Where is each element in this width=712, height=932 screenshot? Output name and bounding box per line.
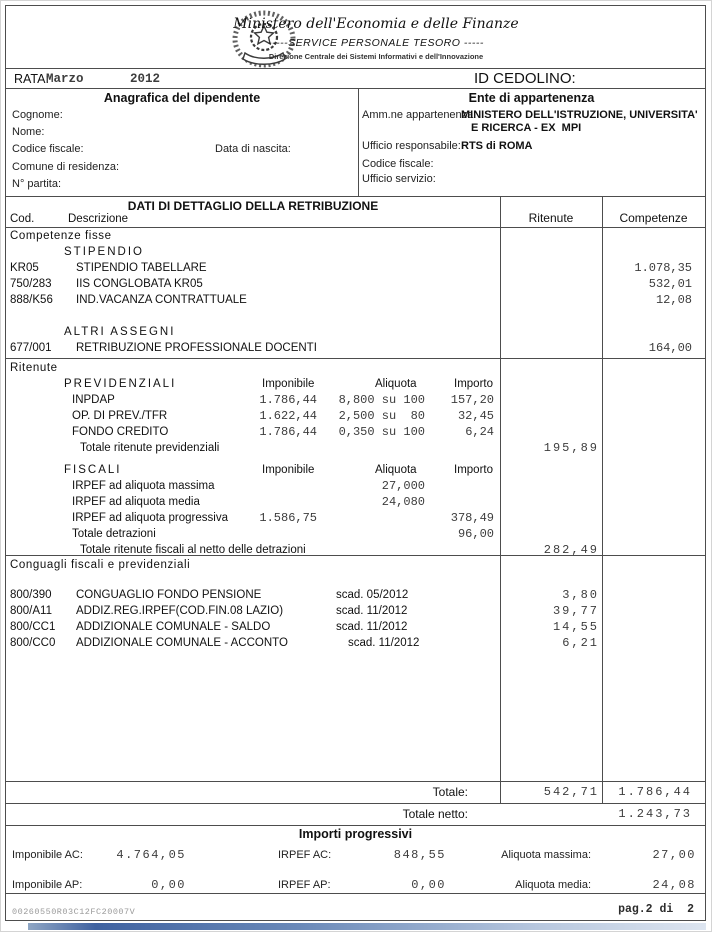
- total-ritenute-amount: 195,89: [543, 441, 599, 455]
- scan-edge-artifact: [28, 923, 706, 930]
- divider: [6, 227, 705, 228]
- divider: [6, 358, 705, 359]
- ente-title: Ente di appartenenza: [468, 91, 595, 105]
- table-row: [6, 604, 705, 619]
- nome-label: Nome:: [12, 126, 45, 138]
- divider: [6, 88, 705, 89]
- row-scadenza: scad. 11/2012: [348, 637, 420, 649]
- row-code: 677/001: [10, 342, 52, 354]
- amministrazione-value-line2: E RICERCA - EX MPI: [471, 122, 582, 134]
- imponibile-ac-value: 4.764,05: [116, 848, 186, 862]
- totale-label: Totale:: [432, 785, 468, 799]
- aliquota-massima-label: Aliquota massima:: [501, 849, 591, 861]
- row-description: CONGUAGLIO FONDO PENSIONE: [76, 589, 262, 601]
- rata-label: RATA:: [14, 72, 49, 86]
- row-code: 800/CC0: [10, 637, 56, 649]
- section-label-text: Conguagli fiscali e previdenziali: [10, 559, 191, 571]
- group-header-altri-assegni: ALTRI ASSEGNI: [64, 326, 176, 338]
- row-competenze-amount: 164,00: [648, 341, 692, 355]
- row-description: RETRIBUZIONE PROFESSIONALE DOCENTI: [76, 342, 317, 354]
- total-row: [6, 441, 705, 456]
- section-label-ritenute: [6, 361, 705, 376]
- row-ritenute-amount: 14,55: [552, 620, 599, 634]
- row-aliquota: 8,800 su 100: [338, 393, 425, 407]
- row-ritenute-amount: 3,80: [562, 588, 599, 602]
- row-code: 800/CC1: [10, 621, 56, 633]
- table-row: [6, 261, 705, 276]
- row-description: FONDO CREDITO: [72, 426, 169, 438]
- group-header-previdenziali: PREVIDENZIALI: [64, 378, 177, 390]
- column-header-aliquota: Aliquota: [375, 464, 417, 476]
- imponibile-ac-label: Imponibile AC:: [12, 849, 83, 861]
- row-description: IRPEF ad aliquota massima: [72, 480, 215, 492]
- direction-subtitle: Direzione Centrale dei Sistemi Informativi e dell'Innovazione: [268, 52, 484, 61]
- row-aliquota: 0,350 su 100: [338, 425, 425, 439]
- row-description: OP. DI PREV./TFR: [72, 410, 168, 422]
- column-header-importo: Importo: [454, 378, 493, 390]
- row-description: IIS CONGLOBATA KR05: [76, 278, 203, 290]
- divider: [6, 68, 705, 69]
- group-header-row: [6, 325, 705, 340]
- cognome-label: Cognome:: [12, 109, 63, 121]
- table-row: [6, 511, 705, 526]
- totale-competenze-value: 1.786,44: [618, 785, 692, 799]
- row-code: 800/390: [10, 589, 52, 601]
- previdenziali-header-row: [6, 377, 705, 392]
- ministry-title: Ministero dell'Economia e delle Finanze: [233, 16, 519, 32]
- table-row: [6, 425, 705, 440]
- row-description: IRPEF ad aliquota progressiva: [72, 512, 228, 524]
- row-competenze-amount: 532,01: [648, 277, 692, 291]
- row-description: STIPENDIO TABELLARE: [76, 262, 207, 274]
- group-header-row: [6, 245, 705, 260]
- progressivi-row: [6, 848, 705, 863]
- section-label-conguagli: [6, 558, 705, 573]
- group-header-stipendio: STIPENDIO: [64, 246, 144, 258]
- row-code: 888/K56: [10, 294, 53, 306]
- irpef-ac-label: IRPEF AC:: [278, 849, 332, 861]
- total-label: Totale ritenute previdenziali: [80, 442, 220, 454]
- divider: [6, 893, 705, 894]
- row-ritenute-amount: 6,21: [562, 636, 599, 650]
- table-row: [6, 495, 705, 510]
- table-row: [6, 527, 705, 542]
- table-row: [6, 293, 705, 308]
- ente-codice-fiscale-label: Codice fiscale:: [362, 158, 434, 170]
- amministrazione-label: Amm.ne appartenenza:: [362, 109, 477, 121]
- totale-netto-value: 1.243,73: [618, 807, 692, 821]
- column-header-aliquota: Aliquota: [375, 378, 417, 390]
- row-competenze-amount: 1.078,35: [634, 261, 692, 275]
- imponibile-ap-label: Imponibile AP:: [12, 879, 83, 891]
- column-header-competenze: Competenze: [619, 211, 688, 225]
- table-title: DATI DI DETTAGLIO DELLA RETRIBUZIONE: [127, 199, 379, 213]
- anagrafica-title: Anagrafica del dipendente: [103, 91, 261, 105]
- row-code: 800/A11: [10, 605, 52, 617]
- section-label-competenze-fisse: Competenze fisse: [10, 230, 112, 242]
- service-subtitle: -----SERVICE PERSONALE TESORO -----: [268, 37, 484, 49]
- section-label-text: Ritenute: [10, 362, 58, 374]
- column-header-descrizione: Descrizione: [68, 213, 129, 225]
- table-row: [6, 277, 705, 292]
- ufficio-responsabile-value: RTS di ROMA: [461, 140, 533, 152]
- total-ritenute-amount: 282,49: [543, 543, 599, 557]
- ufficio-servizio-label: Ufficio servizio:: [362, 173, 436, 185]
- document-code: 00260550R03C12FC20007V: [12, 907, 136, 917]
- row-description: INPDAP: [72, 394, 115, 406]
- irpef-ap-label: IRPEF AP:: [278, 879, 331, 891]
- table-row: [6, 393, 705, 408]
- row-description: ADDIZIONALE COMUNALE - ACCONTO: [76, 637, 288, 649]
- column-header-imponibile: Imponibile: [262, 378, 315, 390]
- rata-month: Marzo: [46, 72, 84, 86]
- row-scadenza: scad. 11/2012: [336, 621, 408, 633]
- divider: [6, 803, 705, 804]
- row-imponibile: 1.786,44: [259, 425, 317, 439]
- comune-residenza-label: Comune di residenza:: [12, 161, 120, 173]
- table-row: [6, 620, 705, 635]
- row-importo: 32,45: [457, 409, 494, 423]
- progressivi-title: Importi progressivi: [298, 827, 413, 841]
- row-importo: 96,00: [457, 527, 494, 541]
- divider: [6, 825, 705, 826]
- ufficio-responsabile-label: Ufficio responsabile:: [362, 140, 461, 152]
- row-description: Totale detrazioni: [72, 528, 156, 540]
- column-header-ritenute: Ritenute: [528, 211, 574, 225]
- amministrazione-value-line1: MINISTERO DELL'ISTRUZIONE, UNIVERSITA': [461, 109, 698, 121]
- row-description: ADDIZ.REG.IRPEF(COD.FIN.08 LAZIO): [76, 605, 284, 617]
- table-row: [6, 588, 705, 603]
- column-header-cod: Cod.: [10, 213, 35, 225]
- irpef-ac-value: 848,55: [393, 848, 446, 862]
- aliquota-massima-value: 27,00: [652, 848, 696, 862]
- row-importo: 157,20: [450, 393, 494, 407]
- divider: [6, 196, 705, 197]
- data-nascita-label: Data di nascita:: [215, 143, 291, 155]
- numero-partita-label: N° partita:: [12, 178, 62, 190]
- row-aliquota: 2,500 su 80: [338, 409, 425, 423]
- payslip-page: [5, 5, 706, 921]
- totale-row: [6, 785, 705, 800]
- rata-year: 2012: [130, 72, 161, 86]
- row-code: KR05: [10, 262, 39, 274]
- row-description: IND.VACANZA CONTRATTUALE: [76, 294, 247, 306]
- row-description: ADDIZIONALE COMUNALE - SALDO: [76, 621, 271, 633]
- row-competenze-amount: 12,08: [655, 293, 692, 307]
- column-header-importo: Importo: [454, 464, 493, 476]
- aliquota-media-label: Aliquota media:: [515, 879, 591, 891]
- totale-ritenute-value: 542,71: [543, 785, 599, 799]
- row-scadenza: scad. 05/2012: [336, 589, 409, 601]
- group-header-fiscali: FISCALI: [64, 464, 122, 476]
- totale-netto-label: Totale netto:: [402, 807, 468, 821]
- imponibile-ap-value: 0,00: [151, 878, 186, 892]
- totale-netto-row: [6, 807, 705, 822]
- row-ritenute-amount: 39,77: [552, 604, 599, 618]
- divider: [6, 555, 705, 556]
- row-imponibile: 1.586,75: [259, 511, 317, 525]
- page-number: pag.2 di 2: [618, 903, 694, 916]
- row-code: 750/283: [10, 278, 52, 290]
- row-imponibile: 1.622,44: [259, 409, 317, 423]
- progressivi-row: [6, 878, 705, 893]
- id-cedolino-label: ID CEDOLINO:: [474, 70, 576, 87]
- table-row: [6, 341, 705, 356]
- row-importo: 6,24: [465, 425, 494, 439]
- row-imponibile: 1.786,44: [259, 393, 317, 407]
- codice-fiscale-label: Codice fiscale:: [12, 143, 84, 155]
- irpef-ap-value: 0,00: [411, 878, 446, 892]
- aliquota-media-value: 24,08: [652, 878, 696, 892]
- total-label: Totale ritenute fiscali al netto delle detrazioni: [80, 544, 306, 556]
- row-scadenza: scad. 11/2012: [336, 605, 408, 617]
- table-row: [6, 636, 705, 651]
- row-description: IRPEF ad aliquota media: [72, 496, 200, 508]
- row-aliquota: 24,080: [381, 495, 425, 509]
- divider: [6, 781, 705, 782]
- fiscali-header-row: [6, 463, 705, 478]
- table-row: [6, 409, 705, 424]
- table-row: [6, 479, 705, 494]
- row-importo: 378,49: [450, 511, 494, 525]
- column-header-imponibile: Imponibile: [262, 464, 315, 476]
- row-aliquota: 27,000: [381, 479, 425, 493]
